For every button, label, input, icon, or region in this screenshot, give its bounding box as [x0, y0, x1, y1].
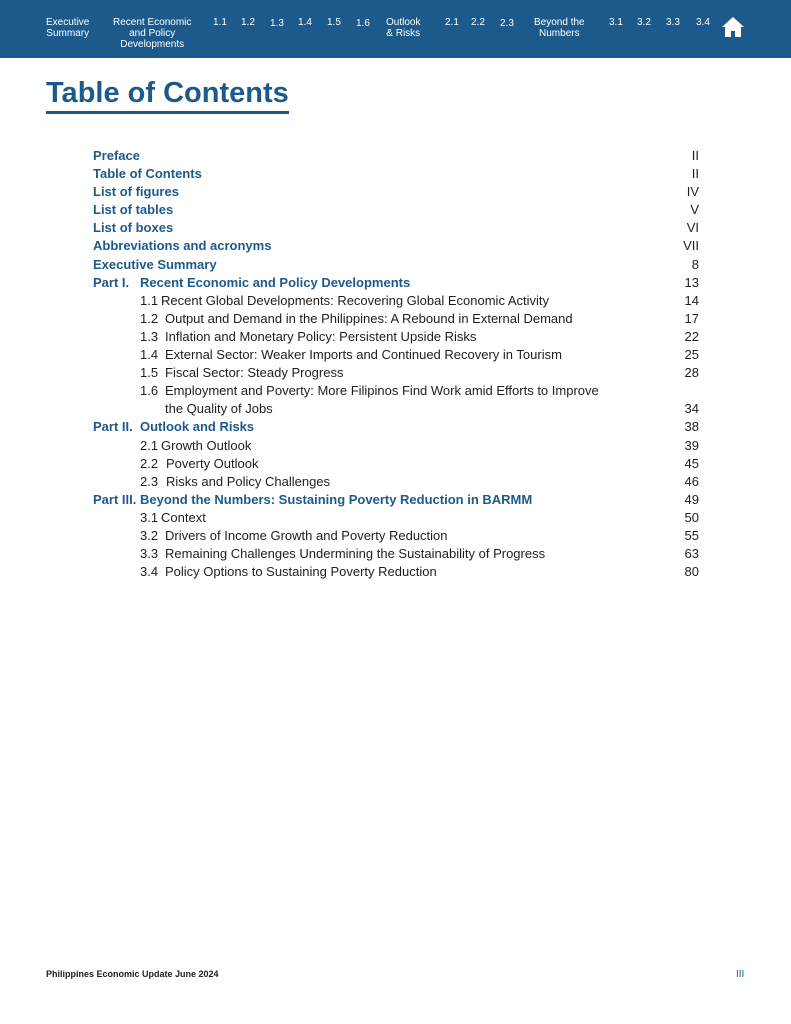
section-number: 1.5: [140, 365, 159, 381]
nav-2-2[interactable]: 2.2: [471, 17, 485, 28]
toc-page: II: [691, 166, 699, 182]
nav-outlook-risks[interactable]: Outlook & Risks: [386, 17, 421, 39]
part-number: Part III.: [93, 491, 137, 507]
toc-entry-executive-summary[interactable]: [93, 256, 699, 274]
toc-entry-contents[interactable]: [93, 165, 699, 183]
toc-section-1-3[interactable]: [93, 328, 699, 346]
toc-section-1-1[interactable]: [93, 292, 699, 310]
toc-entry-preface[interactable]: [93, 147, 699, 165]
nav-1-5[interactable]: 1.5: [327, 17, 341, 28]
section-number: 1.1: [140, 292, 159, 308]
toc-page: IV: [686, 184, 699, 200]
nav-1-2[interactable]: 1.2: [241, 17, 255, 28]
section-number: 2.3: [140, 473, 159, 489]
toc-page: 8: [691, 256, 699, 272]
toc-entry-boxes[interactable]: [93, 219, 699, 237]
toc-section-2-3[interactable]: [93, 473, 699, 491]
nav-2-1[interactable]: 2.1: [445, 17, 459, 28]
section-title-continued[interactable]: the Quality of Jobs: [165, 401, 273, 417]
toc-page: 34: [684, 401, 699, 417]
toc-page: 22: [684, 328, 699, 344]
section-number: 1.4: [140, 347, 159, 363]
toc-page: 17: [684, 310, 699, 326]
toc-label[interactable]: List of boxes: [93, 220, 174, 236]
section-number: 1.2: [140, 310, 159, 326]
toc-label[interactable]: Table of Contents: [93, 166, 202, 182]
part-number: Part I.: [93, 274, 130, 290]
section-title[interactable]: Policy Options to Sustaining Poverty Reduction: [165, 564, 437, 580]
nav-executive-summary[interactable]: Executive Summary: [46, 17, 90, 39]
nav-1-6[interactable]: 1.6: [356, 18, 370, 29]
toc-label[interactable]: Executive Summary: [93, 256, 217, 272]
section-title[interactable]: Recent Global Developments: Recovering Global Economic Activity: [161, 292, 550, 308]
toc-section-2-1[interactable]: [93, 437, 699, 455]
section-number: 3.3: [140, 546, 159, 562]
section-title[interactable]: Output and Demand in the Philippines: A Rebound in External Demand: [165, 310, 573, 326]
section-title[interactable]: Remaining Challenges Undermining the Sustainability of Progress: [165, 546, 546, 562]
part-number: Part II.: [93, 419, 133, 435]
section-number: 1.6: [140, 383, 159, 399]
section-title[interactable]: External Sector: Weaker Imports and Continued Recovery in Tourism: [165, 347, 562, 363]
toc-part-1[interactable]: [93, 274, 699, 292]
section-title[interactable]: Context: [161, 509, 206, 525]
toc-entry-figures[interactable]: [93, 183, 699, 201]
toc-page: 55: [684, 527, 699, 543]
section-number: 1.3: [140, 328, 159, 344]
nav-beyond-numbers[interactable]: Beyond the Numbers: [534, 17, 585, 39]
toc-section-1-6[interactable]: [93, 382, 699, 400]
toc-section-1-5[interactable]: [93, 364, 699, 382]
toc-section-3-4[interactable]: [93, 563, 699, 581]
nav-1-3[interactable]: 1.3: [270, 18, 284, 29]
toc-entry-abbreviations[interactable]: [93, 237, 699, 255]
section-number: 2.2: [140, 455, 159, 471]
page-title: Table of Contents: [46, 76, 289, 114]
nav-1-1[interactable]: 1.1: [213, 17, 227, 28]
section-number: 2.1: [140, 437, 159, 453]
nav-3-2[interactable]: 3.2: [637, 17, 651, 28]
section-number: 3.2: [140, 527, 159, 543]
toc-page: V: [690, 202, 699, 218]
toc-section-1-4[interactable]: [93, 346, 699, 364]
section-title[interactable]: Employment and Poverty: More Filipinos Find Work amid Efforts to Improve: [165, 383, 599, 399]
toc-page: 49: [684, 491, 699, 507]
home-icon: [721, 16, 745, 38]
footer-page-number: III: [736, 969, 745, 980]
toc-section-2-2[interactable]: [93, 455, 699, 473]
section-title[interactable]: Growth Outlook: [161, 437, 252, 453]
section-number: 3.4: [140, 564, 159, 580]
section-number: 3.1: [140, 509, 159, 525]
nav-3-3[interactable]: 3.3: [666, 17, 680, 28]
toc-page: 39: [684, 437, 699, 453]
section-title[interactable]: Inflation and Monetary Policy: Persistent Upside Risks: [165, 328, 477, 344]
top-navigation-bar: [0, 0, 791, 58]
toc-label[interactable]: List of figures: [93, 184, 179, 200]
toc-page: VII: [683, 238, 699, 254]
toc-label[interactable]: Preface: [93, 148, 140, 163]
toc-page: 80: [684, 564, 699, 580]
toc-page: 14: [684, 292, 699, 308]
toc-section-3-2[interactable]: [93, 527, 699, 545]
section-title[interactable]: Fiscal Sector: Steady Progress: [165, 365, 344, 381]
nav-1-4[interactable]: 1.4: [298, 17, 312, 28]
nav-recent-economic[interactable]: Recent Economic and Policy Developments: [113, 17, 192, 50]
part-title[interactable]: Outlook and Risks: [140, 419, 255, 435]
toc-page: 45: [684, 455, 699, 471]
part-title[interactable]: Beyond the Numbers: Sustaining Poverty Reduction in BARMM: [140, 491, 533, 507]
toc-page: VI: [686, 220, 699, 236]
toc-section-3-3[interactable]: [93, 545, 699, 563]
toc-page: 50: [684, 509, 699, 525]
toc-page: II: [691, 148, 699, 163]
home-button[interactable]: [721, 16, 745, 38]
section-title[interactable]: Risks and Policy Challenges: [166, 473, 331, 489]
toc-page: 13: [684, 274, 699, 290]
toc-page: 25: [684, 347, 699, 363]
toc-page: 38: [684, 419, 699, 435]
section-title[interactable]: Poverty Outlook: [166, 455, 259, 471]
nav-3-4[interactable]: 3.4: [696, 17, 710, 28]
toc-section-3-1[interactable]: [93, 509, 699, 527]
section-title[interactable]: Drivers of Income Growth and Poverty Reduction: [165, 527, 448, 543]
toc-label[interactable]: List of tables: [93, 202, 174, 218]
nav-3-1[interactable]: 3.1: [609, 17, 623, 28]
toc-page: 46: [684, 473, 699, 489]
toc-page: 63: [684, 546, 699, 562]
toc-section-1-2[interactable]: [93, 310, 699, 328]
toc-part-2[interactable]: [93, 418, 699, 436]
toc-section-1-6-continued[interactable]: [93, 400, 699, 418]
footer-report-title: Philippines Economic Update June 2024: [46, 969, 219, 979]
toc-page: 28: [684, 365, 699, 381]
nav-2-3[interactable]: 2.3: [500, 18, 514, 29]
toc-label[interactable]: Abbreviations and acronyms: [93, 238, 272, 254]
toc-part-3[interactable]: [93, 491, 699, 509]
table-of-contents: [93, 147, 699, 581]
part-title[interactable]: Recent Economic and Policy Developments: [140, 274, 411, 290]
toc-entry-tables[interactable]: [93, 201, 699, 219]
